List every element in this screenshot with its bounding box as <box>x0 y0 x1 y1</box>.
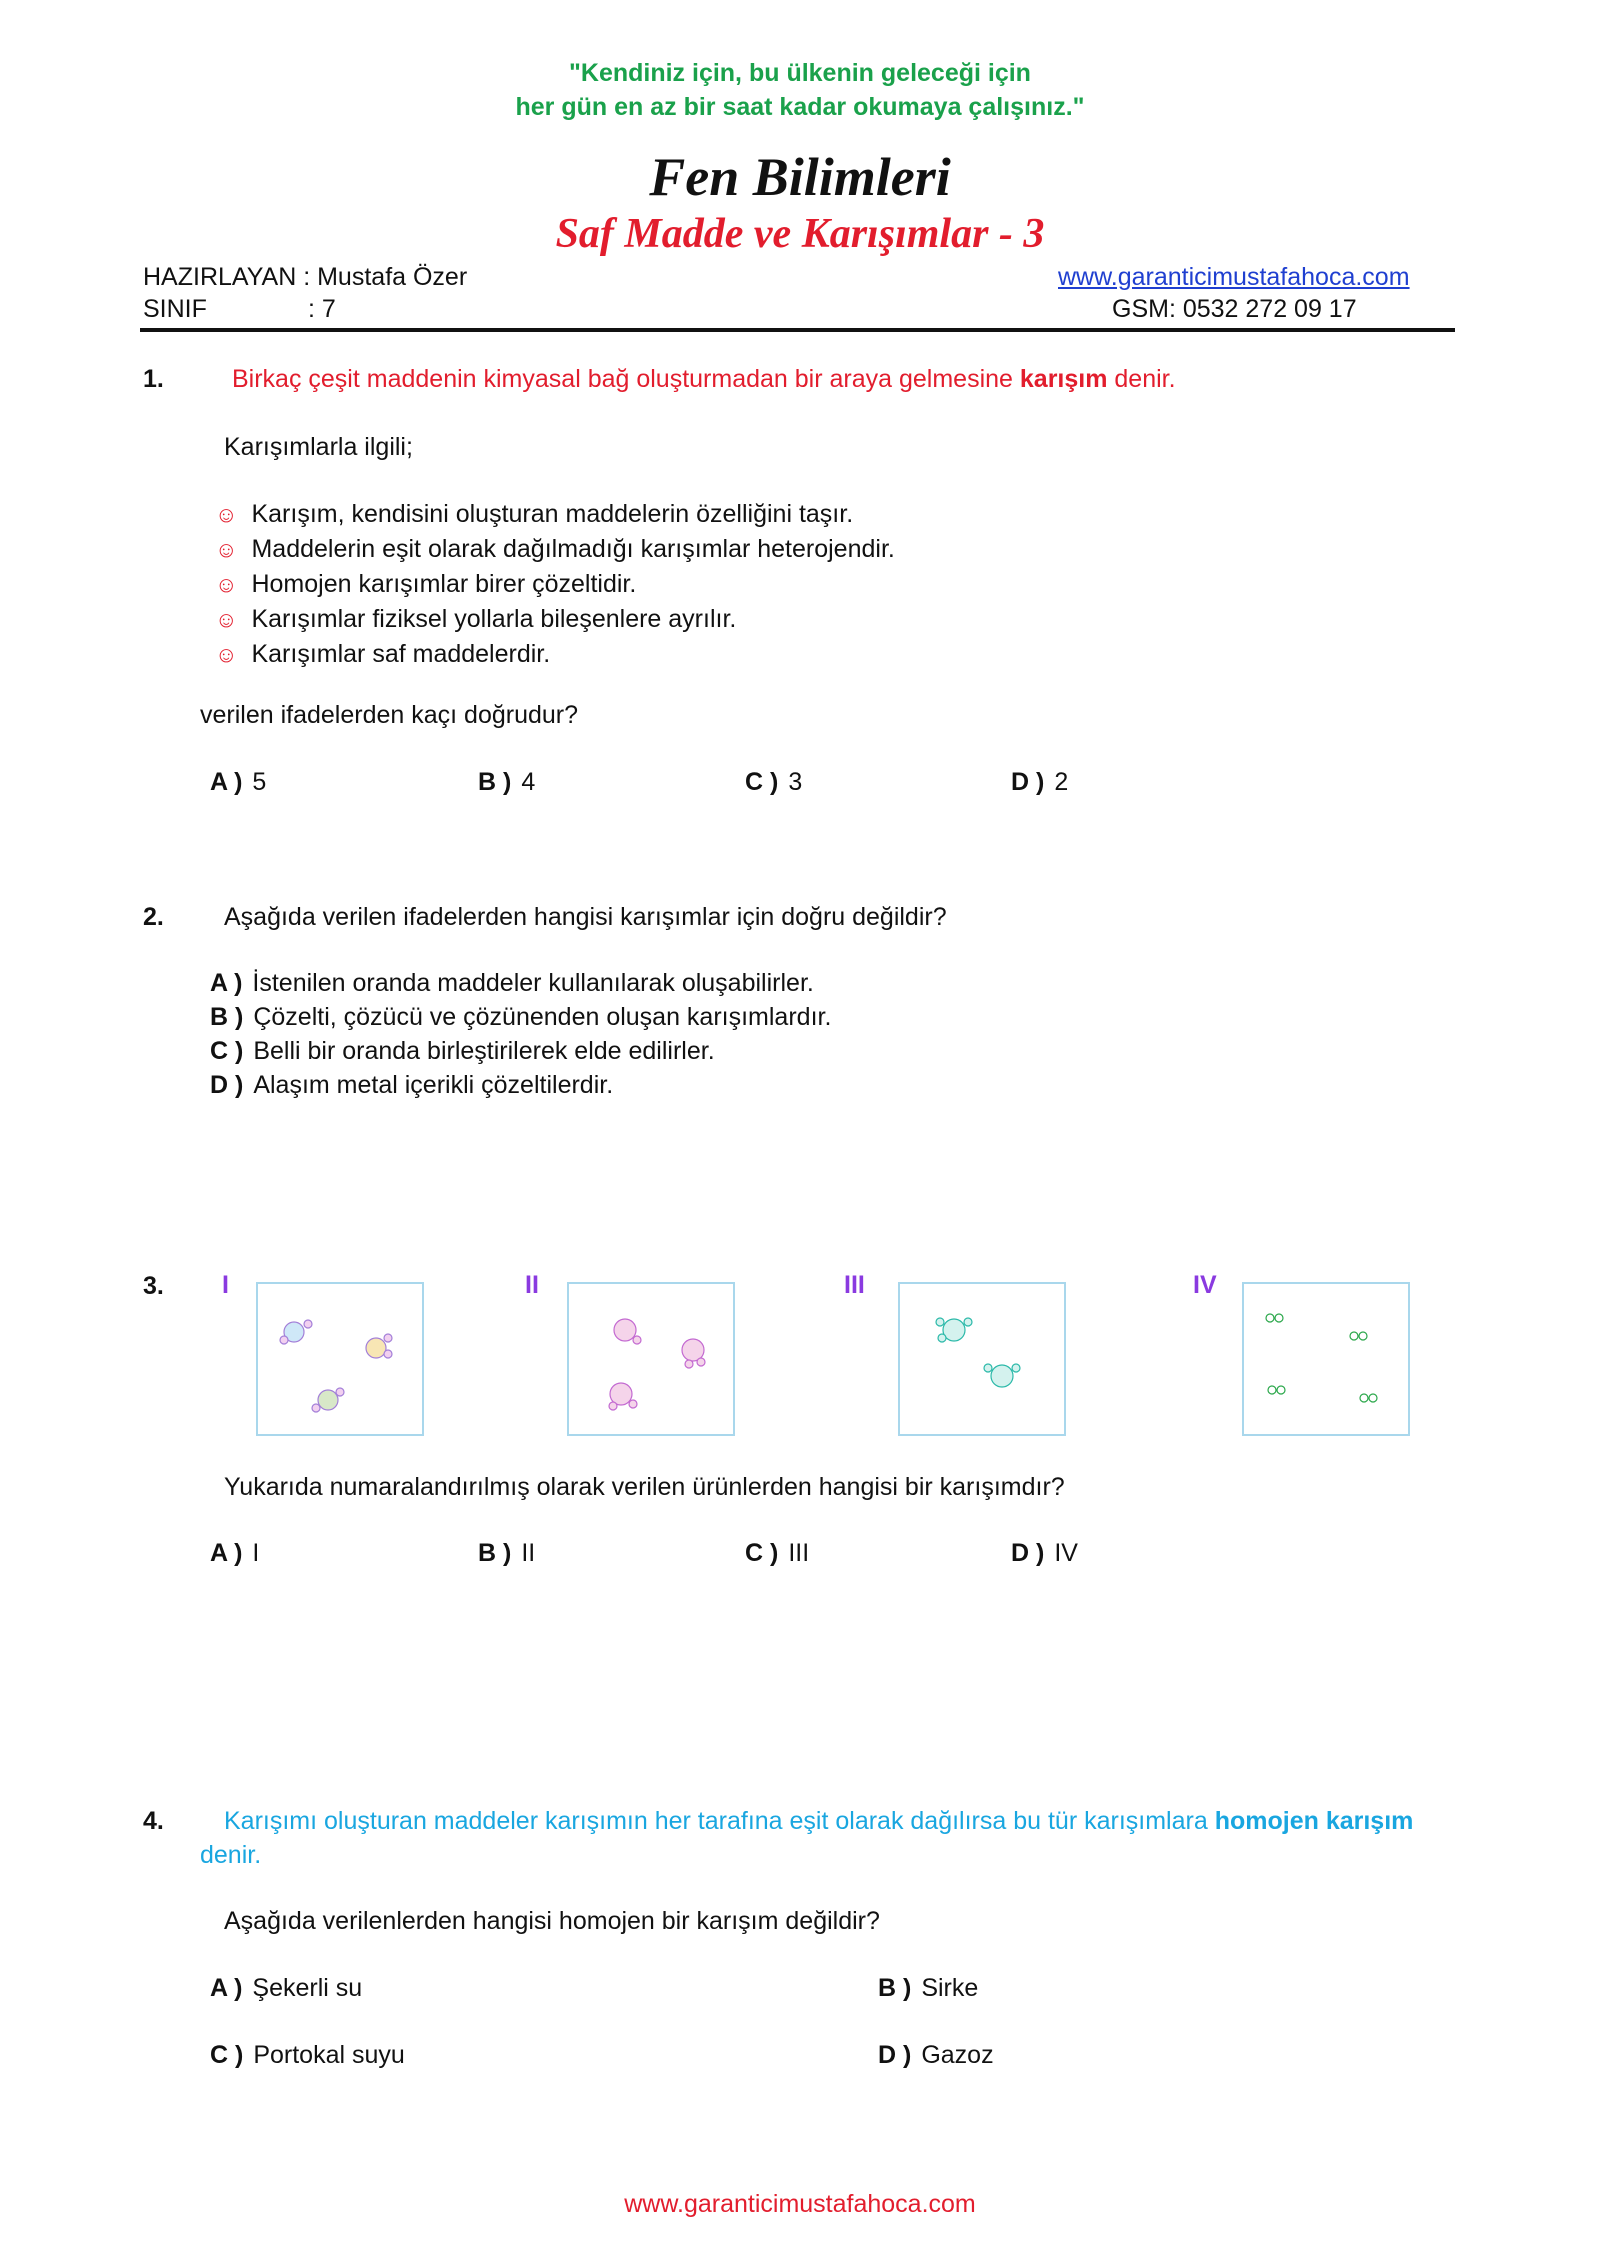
smiley-icon: ☺ <box>215 572 238 597</box>
option-text: Çözelti, çözücü ve çözünenden oluşan karışımlardır. <box>253 1003 832 1031</box>
option-text: 3 <box>788 768 803 796</box>
smiley-icon: ☺ <box>215 642 238 667</box>
option-text: III <box>788 1539 810 1567</box>
q4-lead-end: denir. <box>200 1841 262 1869</box>
particle-box-iii <box>898 1282 1066 1436</box>
option-letter: A ) <box>210 1539 243 1567</box>
option-letter: D ) <box>1011 1539 1045 1567</box>
option-text: Gazoz <box>921 2041 994 2069</box>
list-item <box>215 602 895 637</box>
q4-option-b[interactable] <box>878 1971 978 2005</box>
option-letter: C ) <box>210 2041 244 2069</box>
q1-bullet-text: Karışımlar fiziksel yollarla bileşenlere ayrılır. <box>251 605 737 633</box>
q4-lead-text: Karışımı oluşturan maddeler karışımın her tarafına eşit olarak dağılırsa bu tür karışımlara <box>224 1807 1208 1835</box>
list-item <box>215 532 895 567</box>
option-letter: A ) <box>210 969 243 997</box>
class-label: SINIF <box>143 295 207 323</box>
list-item <box>215 637 895 672</box>
q4-lead-bold-2: karışım <box>1325 1807 1414 1835</box>
option-text: Alaşım metal içerikli çözeltilerdir. <box>253 1071 614 1099</box>
q1-lead-text: Birkaç çeşit maddenin kimyasal bağ oluşturmadan bir araya gelmesine <box>232 365 1013 393</box>
class-value: : 7 <box>308 295 336 323</box>
option-letter: C ) <box>210 1037 244 1065</box>
q4-lead <box>200 1804 1460 1872</box>
q3-question: Yukarıda numaralandırılmış olarak verilen ürünlerden hangisi bir karışımdır? <box>224 1473 1065 1501</box>
q3-option-d[interactable] <box>1011 1536 1078 1570</box>
q1-bullet-list <box>215 497 895 672</box>
page-title: Fen Bilimleri <box>649 147 951 207</box>
option-text: IV <box>1054 1539 1078 1567</box>
q1-option-c[interactable] <box>745 765 802 799</box>
q3-option-a[interactable] <box>210 1536 259 1570</box>
list-item <box>215 497 895 532</box>
option-letter: D ) <box>878 2041 912 2069</box>
q4-option-d[interactable] <box>878 2038 994 2072</box>
q3-number: 3. <box>143 1272 164 1300</box>
option-text: II <box>521 1539 536 1567</box>
q3-label-iii: III <box>844 1271 865 1299</box>
q2-option-b[interactable] <box>210 1000 831 1034</box>
q1-lead-bold: karışım <box>1019 365 1108 393</box>
q2-option-c[interactable] <box>210 1034 831 1068</box>
particle-box-iv <box>1242 1282 1410 1436</box>
option-letter: B ) <box>210 1003 244 1031</box>
header-divider <box>140 328 1455 332</box>
q1-question: verilen ifadelerden kaçı doğrudur? <box>200 701 579 729</box>
q4-question: Aşağıda verilenlerden hangisi homojen bir karışım değildir? <box>224 1907 880 1935</box>
option-letter: B ) <box>478 768 512 796</box>
motto-line-2: her gün en az bir saat kadar okumaya çalışınız." <box>515 93 1085 121</box>
q4-lead-bold-1: homojen <box>1214 1807 1319 1835</box>
q1-lead-end: denir. <box>1114 365 1176 393</box>
option-letter: A ) <box>210 768 243 796</box>
option-letter: D ) <box>1011 768 1045 796</box>
smiley-icon: ☺ <box>215 607 238 632</box>
q1-option-b[interactable] <box>478 765 535 799</box>
q3-label-iv: IV <box>1193 1271 1217 1299</box>
smiley-icon: ☺ <box>215 502 238 527</box>
q4-option-c[interactable] <box>210 2038 405 2072</box>
footer-website[interactable]: www.garanticimustafahoca.com <box>624 2190 976 2218</box>
q4-option-a[interactable] <box>210 1971 362 2005</box>
q3-option-c[interactable] <box>745 1536 809 1570</box>
option-text: Sirke <box>921 1974 979 2002</box>
option-text: 4 <box>521 768 536 796</box>
option-text: Şekerli su <box>252 1974 363 2002</box>
website-link[interactable]: www.garanticimustafahoca.com <box>1058 263 1410 291</box>
author-label: HAZIRLAYAN : Mustafa Özer <box>143 263 468 291</box>
q2-option-a[interactable] <box>210 966 831 1000</box>
option-letter: B ) <box>478 1539 512 1567</box>
option-letter: A ) <box>210 1974 243 2002</box>
q4-number: 4. <box>143 1807 164 1835</box>
option-text: İstenilen oranda maddeler kullanılarak oluşabilirler. <box>252 969 814 997</box>
gsm-number: GSM: 0532 272 09 17 <box>1112 295 1357 323</box>
motto-quote <box>0 56 1600 124</box>
q2-option-d[interactable] <box>210 1068 831 1102</box>
smiley-icon: ☺ <box>215 537 238 562</box>
particle-box-ii <box>567 1282 735 1436</box>
q1-bullet-text: Karışımlar saf maddelerdir. <box>251 640 551 668</box>
q2-question: Aşağıda verilen ifadelerden hangisi karışımlar için doğru değildir? <box>224 903 947 931</box>
option-letter: D ) <box>210 1071 244 1099</box>
q1-option-a[interactable] <box>210 765 266 799</box>
particle-box-i <box>256 1282 424 1436</box>
q3-option-b[interactable] <box>478 1536 535 1570</box>
q1-bullet-text: Homojen karışımlar birer çözeltidir. <box>251 570 637 598</box>
q1-bullet-text: Karışım, kendisini oluşturan maddelerin özelliğini taşır. <box>251 500 854 528</box>
q1-intro: Karışımlarla ilgili; <box>224 433 413 461</box>
q1-lead <box>232 362 1176 396</box>
q1-bullet-text: Maddelerin eşit olarak dağılmadığı karışımlar heterojendir. <box>251 535 895 563</box>
option-text: 5 <box>252 768 267 796</box>
option-letter: C ) <box>745 1539 779 1567</box>
q2-options <box>210 966 831 1102</box>
q1-option-d[interactable] <box>1011 765 1068 799</box>
q3-label-i: I <box>222 1271 229 1299</box>
list-item <box>215 567 895 602</box>
option-text: 2 <box>1054 768 1069 796</box>
option-text: I <box>252 1539 260 1567</box>
q1-number: 1. <box>143 365 164 393</box>
q3-label-ii: II <box>525 1271 539 1299</box>
option-letter: B ) <box>878 1974 912 2002</box>
motto-line-1: "Kendiniz için, bu ülkenin geleceği için <box>569 59 1031 87</box>
page-subtitle: Saf Madde ve Karışımlar - 3 <box>555 211 1045 257</box>
q2-number: 2. <box>143 903 164 931</box>
option-text: Portokal suyu <box>253 2041 405 2069</box>
option-letter: C ) <box>745 768 779 796</box>
option-text: Belli bir oranda birleştirilerek elde edilirler. <box>253 1037 715 1065</box>
